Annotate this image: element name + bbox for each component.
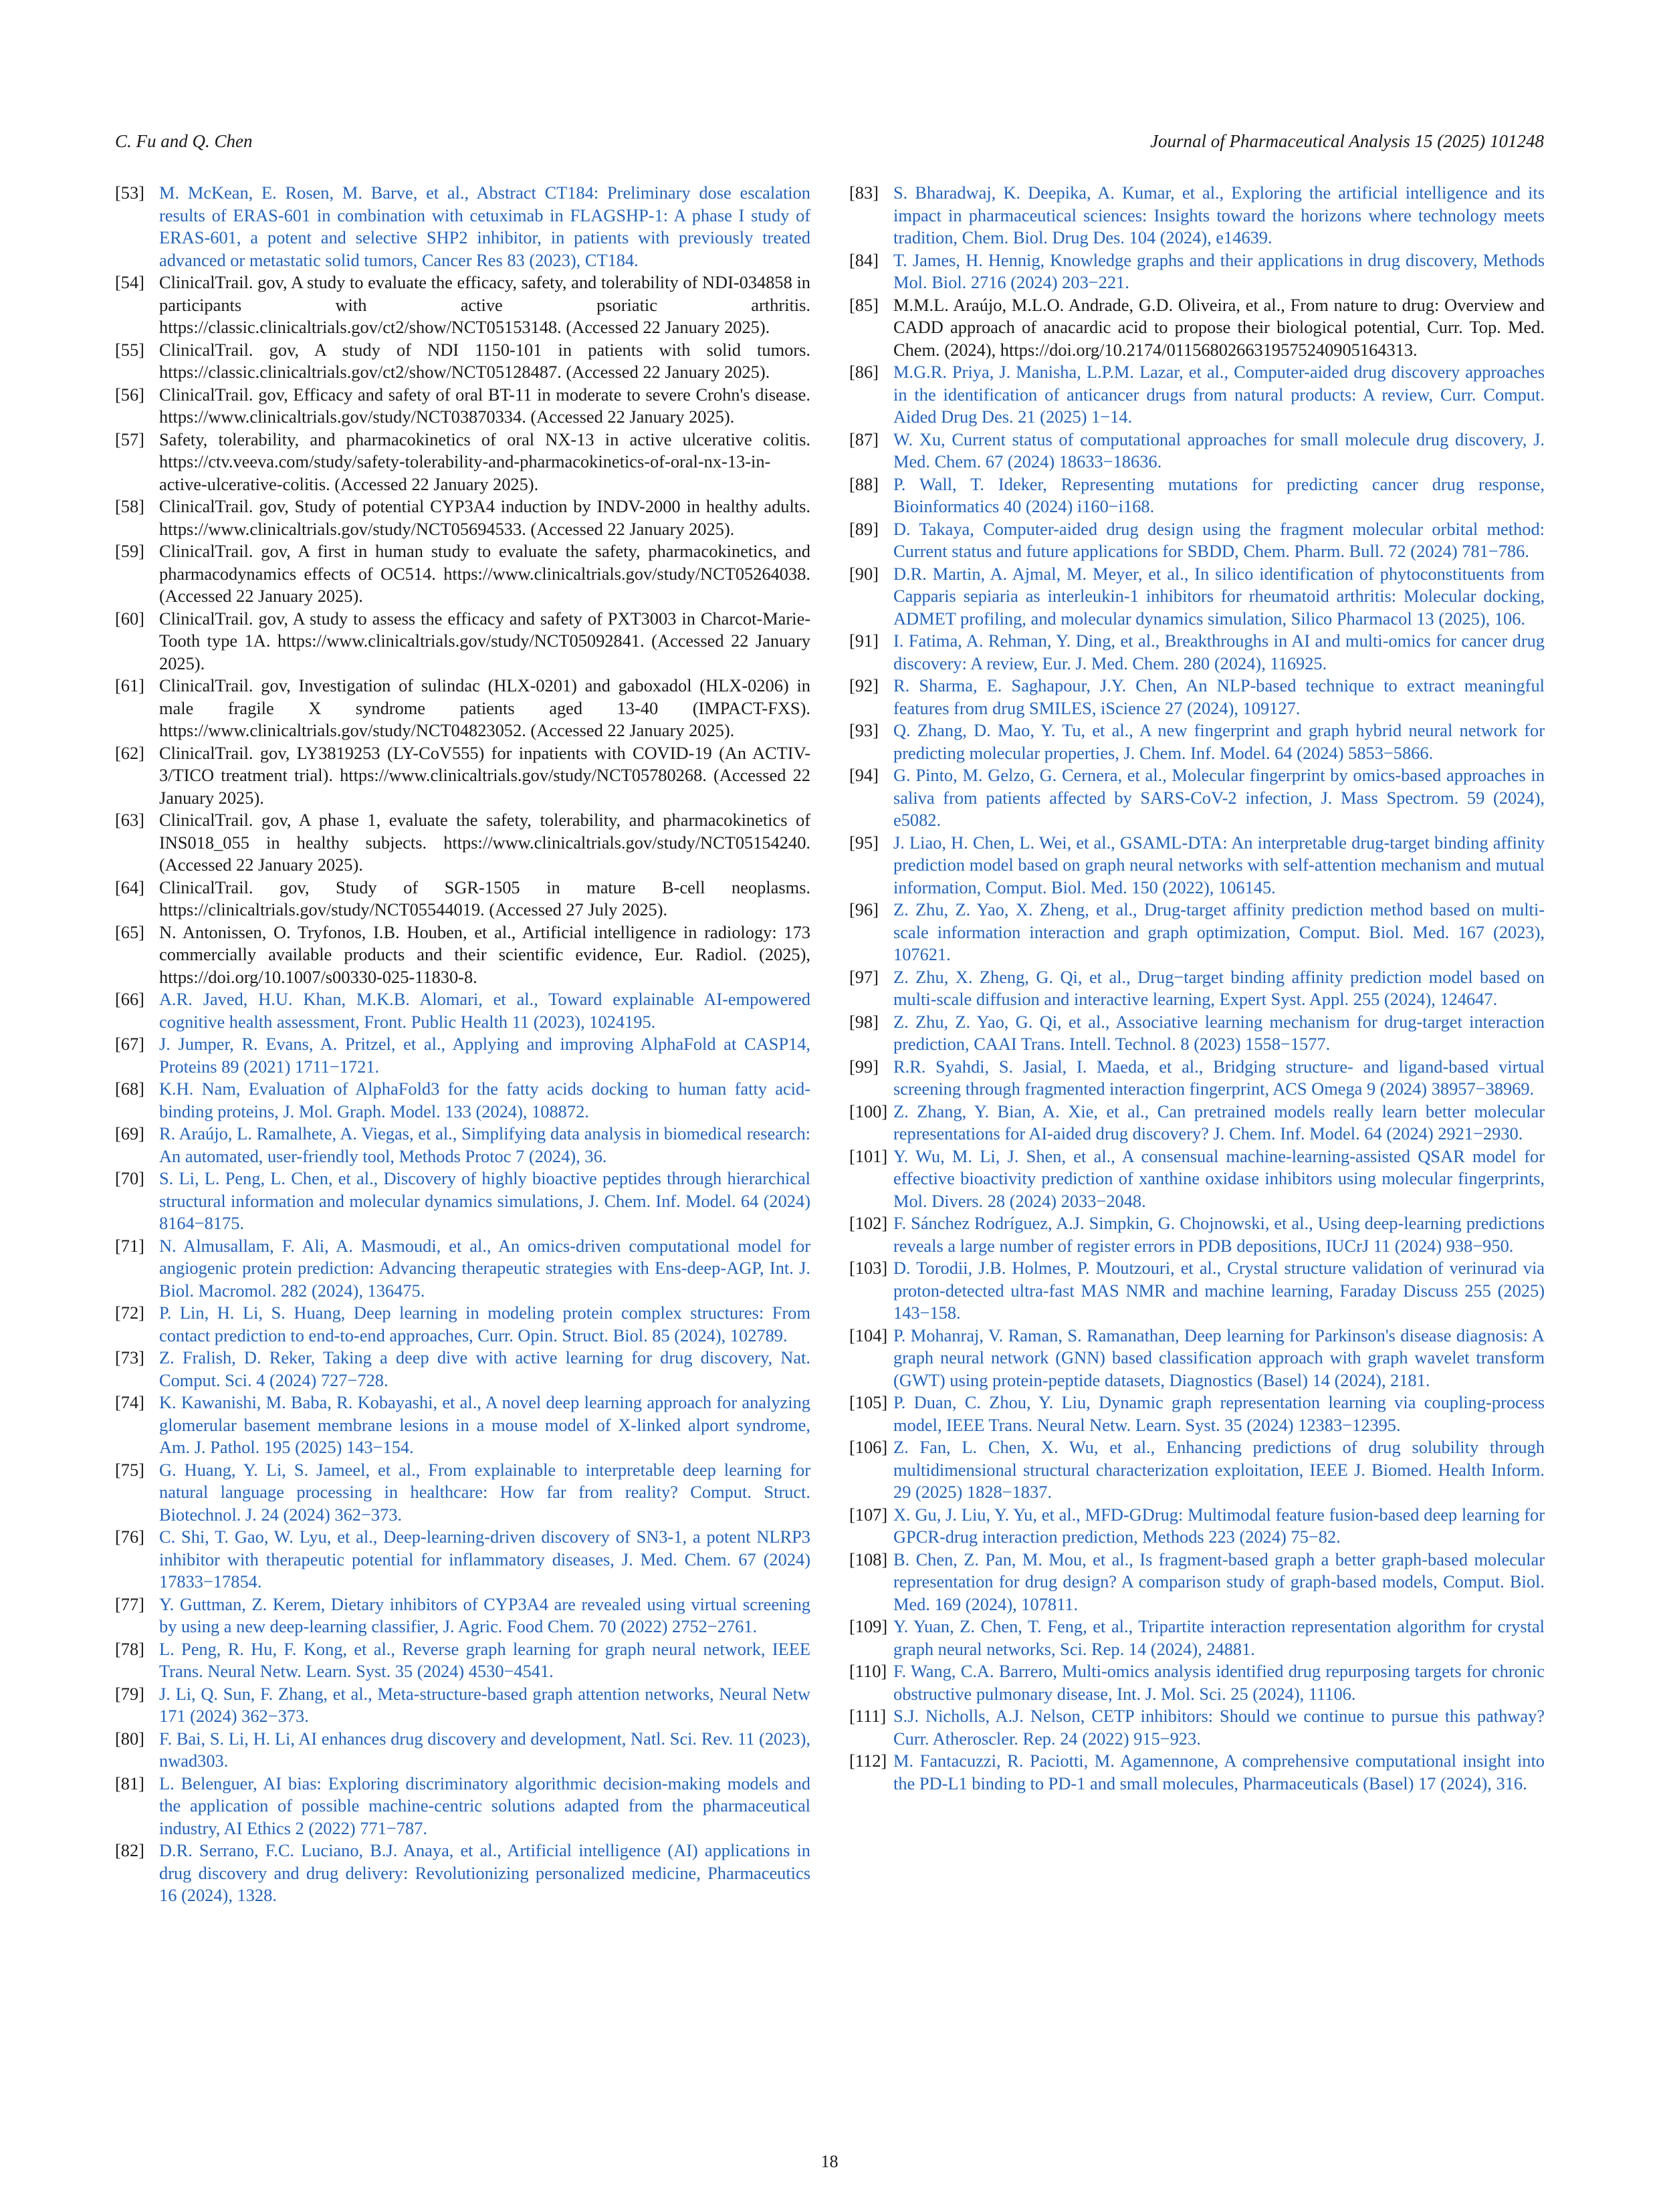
reference-entry[interactable] <box>849 361 1545 429</box>
reference-entry[interactable] <box>115 1078 810 1123</box>
reference-link[interactable]: I. Fatima, A. Rehman, Y. Ding, et al., Breakthroughs in AI and multi-omics for cancer drug discovery: A review, Eur. J. Med. Chem. 280 (2024), 116925. <box>893 631 1545 673</box>
reference-number: [68] <box>115 1079 144 1099</box>
reference-entry[interactable] <box>849 1011 1545 1056</box>
reference-entry[interactable] <box>115 1033 810 1078</box>
reference-link[interactable]: Z. Zhu, X. Zheng, G. Qi, et al., Drug−target binding affinity prediction model based on multi-scale diffusion and interactive learning, Expert Syst. Appl. 255 (2024), 124647. <box>893 966 1545 1009</box>
reference-number: [53] <box>115 183 144 203</box>
reference-entry[interactable] <box>115 1728 810 1773</box>
reference-link[interactable]: D. Takaya, Computer-aided drug design using the fragment molecular orbital method: Current status and future applications for SBDD, Chem. Pharm. Bull. 72 (2024) 781−786. <box>893 518 1545 561</box>
reference-entry[interactable] <box>115 1235 810 1303</box>
reference-link[interactable]: P. Lin, H. Li, S. Huang, Deep learning in modeling protein complex structures: From contact prediction to end-to-end approaches, Curr. Opin. Struct. Biol. 85 (2024), 102789. <box>159 1303 810 1345</box>
reference-number: [82] <box>115 1840 144 1860</box>
reference-number: [112] <box>849 1751 887 1771</box>
reference-number: [81] <box>115 1773 144 1793</box>
reference-number: [102] <box>849 1213 888 1233</box>
reference-number: [96] <box>849 899 879 919</box>
reference-number: [62] <box>115 742 144 763</box>
reference-entry <box>115 384 810 429</box>
reference-link[interactable]: N. Almusallam, F. Ali, A. Masmoudi, et al., An omics-driven computational model for angiogenic protein prediction: Advancing therapeutic strategies with Ens-deep-AGP, Int. J. Biol. Macromol. 282 (2024), 136475. <box>159 1235 810 1301</box>
reference-link[interactable]: Z. Zhang, Y. Bian, A. Xie, et al., Can pretrained models really learn better molecular representations for AI-aided drug discovery? J. Chem. Inf. Model. 64 (2024) 2921−2930. <box>893 1101 1545 1143</box>
reference-entry <box>115 877 810 921</box>
reference-link[interactable]: G. Pinto, M. Gelzo, G. Cernera, et al., Molecular fingerprint by omics-based approaches in saliva from patients affected by SARS-CoV-2 infection, J. Mass Spectrom. 59 (2024), e5082. <box>893 765 1545 830</box>
reference-link[interactable]: M. Fantacuzzi, R. Paciotti, M. Agamennone, A comprehensive computational insight into the PD-L1 binding to PD-1 and small molecules, Pharmaceuticals (Basel) 17 (2024), 316. <box>893 1751 1545 1793</box>
reference-link[interactable]: S. Li, L. Peng, L. Chen, et al., Discovery of highly bioactive peptides through hierarchical structural information and molecular dynamics simulations, J. Chem. Inf. Model. 64 (2024) 8164−8175. <box>159 1168 810 1233</box>
reference-link[interactable]: A.R. Javed, H.U. Khan, M.K.B. Alomari, et al., Toward explainable AI-empowered cognitive health assessment, Front. Public Health 11 (2023), 1024195. <box>159 989 810 1032</box>
reference-link[interactable]: K.H. Nam, Evaluation of AlphaFold3 for the fatty acids docking to human fatty acid-binding proteins, J. Mol. Graph. Model. 133 (2024), 108872. <box>159 1079 810 1121</box>
reference-number: [85] <box>849 294 879 315</box>
reference-number: [71] <box>115 1235 144 1256</box>
reference-entry[interactable] <box>115 1638 810 1683</box>
reference-entry[interactable] <box>849 764 1545 832</box>
reference-number: [84] <box>849 249 879 270</box>
reference-link[interactable]: C. Shi, T. Gao, W. Lyu, et al., Deep-learning-driven discovery of SN3-1, a potent NLRP3 inhibitor with therapeutic potential for inflammatory diseases, J. Med. Chem. 67 (2024) 17833−17854. <box>159 1527 810 1591</box>
reference-number: [110] <box>849 1661 887 1681</box>
reference-link[interactable]: D. Torodii, J.B. Holmes, P. Moutzouri, et al., Crystal structure validation of verinurad via proton-detected ultra-fast MAS NMR and machine learning, Faraday Discuss 255 (2025) 143−158. <box>893 1258 1545 1323</box>
reference-number: [66] <box>115 989 144 1009</box>
reference-number: [78] <box>115 1638 144 1659</box>
reference-link[interactable]: P. Duan, C. Zhou, Y. Liu, Dynamic graph representation learning via coupling-process model, IEEE Trans. Neural Netw. Learn. Syst. 35 (2024) 12383−12395. <box>893 1392 1545 1435</box>
reference-number: [99] <box>849 1056 879 1077</box>
reference-entry[interactable] <box>115 1840 810 1907</box>
reference-number: [74] <box>115 1392 144 1412</box>
reference-entry[interactable] <box>115 1302 810 1347</box>
reference-link[interactable]: L. Peng, R. Hu, F. Kong, et al., Reverse graph learning for graph neural network, IEEE Trans. Neural Netw. Learn. Syst. 35 (2024) 4530−4541. <box>159 1638 810 1681</box>
reference-entry[interactable] <box>849 1549 1545 1616</box>
reference-entry <box>115 675 810 742</box>
reference-entry[interactable] <box>849 1212 1545 1257</box>
reference-entry[interactable] <box>849 832 1545 899</box>
reference-entry <box>115 495 810 540</box>
reference-entry[interactable] <box>849 518 1545 563</box>
reference-text: ClinicalTrail. gov, Investigation of sulindac (HLX-0201) and gaboxadol (HLX-0206) in male fragile X syndrome patients aged 13-40 (IMPACT-FXS). https://www.clinicaltrials.gov/study/NCT04823052. (Accessed 22 January 2025). <box>159 675 810 740</box>
reference-entry[interactable] <box>849 899 1545 966</box>
reference-number: [69] <box>115 1123 144 1143</box>
reference-entry[interactable] <box>115 1683 810 1728</box>
reference-entry[interactable] <box>849 1101 1545 1145</box>
reference-link[interactable]: Z. Fralish, D. Reker, Taking a deep dive with active learning for drug discovery, Nat. Comput. Sci. 4 (2024) 727−728. <box>159 1347 810 1390</box>
reference-number: [55] <box>115 339 144 360</box>
reference-link[interactable]: R.R. Syahdi, S. Jasial, I. Maeda, et al., Bridging structure- and ligand-based virtual screening through fragmented interaction fingerprint, ACS Omega 9 (2024) 38957−38969. <box>893 1056 1545 1099</box>
reference-number: [61] <box>115 675 144 695</box>
reference-link[interactable]: X. Gu, J. Liu, Y. Yu, et al., MFD-GDrug: Multimodal feature fusion-based deep learning for GPCR-drug interaction prediction, Methods 223 (2024) 75−82. <box>893 1504 1545 1547</box>
reference-link[interactable]: G. Huang, Y. Li, S. Jameel, et al., From explainable to interpretable deep learning for natural language processing in healthcare: How far from reality? Comput. Struct. Biotechnol. J. 24 (2024) 362−373. <box>159 1459 810 1525</box>
reference-link[interactable]: W. Xu, Current status of computational approaches for small molecule drug discovery, J. Med. Chem. 67 (2024) 18633−18636. <box>893 429 1545 471</box>
reference-link[interactable]: Q. Zhang, D. Mao, Y. Tu, et al., A new fingerprint and graph hybrid neural network for predicting molecular properties, J. Chem. Inf. Model. 64 (2024) 5853−5866. <box>893 720 1545 763</box>
reference-entry <box>115 608 810 675</box>
reference-number: [94] <box>849 765 879 785</box>
references-right-column <box>849 182 1545 1795</box>
reference-number: [58] <box>115 496 144 516</box>
reference-entry[interactable] <box>115 988 810 1033</box>
reference-number: [86] <box>849 362 879 382</box>
reference-text: M.M.L. Araújo, M.L.O. Andrade, G.D. Oliveira, et al., From nature to drug: Overview and CADD approach of anacardic acid to propose their biological potential, Curr. Top. Med. Chem. (2024), https://doi.org/10.2174/0115680266319575240905164313. <box>893 294 1545 360</box>
reference-link[interactable]: F. Sánchez Rodríguez, A.J. Simpkin, G. Chojnowski, et al., Using deep-learning predictions reveals a large number of register errors in PDB depositions, IUCrJ 11 (2024) 938−950. <box>893 1213 1545 1256</box>
reference-number: [103] <box>849 1258 888 1278</box>
reference-number: [70] <box>115 1168 144 1188</box>
reference-entry[interactable] <box>849 1504 1545 1549</box>
reference-entry <box>115 271 810 339</box>
reference-text: ClinicalTrail. gov, A study to assess the efficacy and safety of PXT3003 in Charcot-Marie-Tooth type 1A. https://www.clinicaltrials.gov/study/NCT05092841. (Accessed 22 January 2025). <box>159 608 810 673</box>
reference-link[interactable]: Y. Yuan, Z. Chen, T. Feng, et al., Tripartite interaction representation algorithm for crystal graph neural networks, Sci. Rep. 14 (2024), 24881. <box>893 1616 1545 1659</box>
reference-entry <box>115 742 810 810</box>
reference-number: [76] <box>115 1527 144 1547</box>
reference-entry[interactable] <box>849 1257 1545 1325</box>
reference-link[interactable]: Z. Zhu, Z. Yao, G. Qi, et al., Associative learning mechanism for drug-target interaction prediction, CAAI Trans. Intell. Technol. 8 (2023) 1558−1577. <box>893 1011 1545 1054</box>
reference-entry[interactable] <box>849 1325 1545 1392</box>
page-number: 18 <box>820 2152 839 2171</box>
reference-number: [111] <box>849 1706 887 1726</box>
reference-link[interactable]: P. Wall, T. Ideker, Representing mutations for predicting cancer drug response, Bioinformatics 40 (2024) i160−i168. <box>893 473 1545 516</box>
reference-link[interactable]: P. Mohanraj, V. Raman, S. Ramanathan, Deep learning for Parkinson's disease diagnosis: A graph neural network (GNN) based classification approach with graph wavelet transform (GWT) using protein-peptide datasets, Diagnostics (Basel) 14 (2024), 2181. <box>893 1325 1545 1390</box>
reference-entry[interactable] <box>115 1773 810 1840</box>
running-head-authors: C. Fu and Q. Chen <box>115 131 253 151</box>
reference-link[interactable]: R. Araújo, L. Ramalhete, A. Viegas, et al., Simplifying data analysis in biomedical research: An automated, user-friendly tool, Methods Protoc 7 (2024), 36. <box>159 1123 810 1166</box>
reference-link[interactable]: T. James, H. Hennig, Knowledge graphs and their applications in drug discovery, Methods Mol. Biol. 2716 (2024) 203−221. <box>893 249 1545 292</box>
reference-entry <box>115 540 810 608</box>
reference-number: [83] <box>849 183 879 203</box>
reference-link[interactable]: R. Sharma, E. Saghapour, J.Y. Chen, An NLP-based technique to extract meaningful features from drug SMILES, iScience 27 (2024), 109127. <box>893 675 1545 718</box>
reference-number: [79] <box>115 1683 144 1704</box>
reference-text: ClinicalTrail. gov, A first in human study to evaluate the safety, pharmacokinetics, and pharmacodynamics effects of OC514. https://www.clinicaltrials.gov/study/NCT05264038. (Accessed 22 January 2025). <box>159 541 810 606</box>
reference-text: ClinicalTrail. gov, A study of NDI 1150-101 in patients with solid tumors. https://classic.clinicaltrials.gov/ct2/show/NCT05128487. (Accessed 22 January 2025). <box>159 339 810 382</box>
reference-number: [87] <box>849 429 879 449</box>
reference-number: [64] <box>115 877 144 897</box>
reference-entry <box>115 921 810 989</box>
reference-link[interactable]: L. Belenguer, AI bias: Exploring discriminatory algorithmic decision-making models and the application of possible machine-centric solutions adapted from the pharmaceutical industry, AI Ethics 2 (2022) 771−787. <box>159 1773 810 1838</box>
reference-number: [95] <box>849 832 879 853</box>
reference-text: ClinicalTrail. gov, LY3819253 (LY-CoV555) for inpatients with COVID-19 (An ACTIV-3/TICO treatment trial). https://www.clinicaltrials.gov/study/NCT05780268. (Accessed 22 January 2025). <box>159 742 810 808</box>
reference-link[interactable]: Y. Wu, M. Li, J. Shen, et al., A consensual machine-learning-assisted QSAR model for effective bioactivity prediction of xanthine oxidase inhibitors using molecular fingerprints, Mol. Divers. 28 (2024) 2033−2048. <box>893 1145 1545 1211</box>
reference-number: [93] <box>849 720 879 740</box>
reference-number: [73] <box>115 1347 144 1367</box>
reference-link[interactable]: Y. Guttman, Z. Kerem, Dietary inhibitors of CYP3A4 are revealed using virtual screening by using a new deep-learning classifier, J. Agric. Food Chem. 70 (2022) 2752−2761. <box>159 1593 810 1636</box>
reference-link[interactable]: D.R. Martin, A. Ajmal, M. Meyer, et al., In silico identification of phytoconstituents from Capparis sepiaria as interleukin-1 inhibitors for rheumatoid arthritis: Molecular docking, ADMET profiling, and molecular dynamics simulation, Silico Pharmacol 13 (2025), 106. <box>893 563 1545 629</box>
reference-entry <box>849 294 1545 362</box>
reference-number: [75] <box>115 1459 144 1480</box>
reference-number: [90] <box>849 563 879 584</box>
reference-number: [109] <box>849 1616 888 1636</box>
reference-link[interactable]: J. Liao, H. Chen, L. Wei, et al., GSAML-DTA: An interpretable drug-target binding affinity prediction model based on graph neural networks with self-attention mechanism and mutual information, Comput. Biol. Med. 150 (2022), 106145. <box>893 832 1545 897</box>
reference-number: [56] <box>115 384 144 405</box>
reference-number: [67] <box>115 1034 144 1054</box>
reference-entry[interactable] <box>849 1705 1545 1750</box>
reference-link[interactable]: F. Bai, S. Li, H. Li, AI enhances drug discovery and development, Natl. Sci. Rev. 11 (2023), nwad303. <box>159 1728 810 1771</box>
reference-entry[interactable] <box>849 473 1545 518</box>
reference-entry[interactable] <box>849 966 1545 1011</box>
reference-number: [77] <box>115 1593 144 1614</box>
reference-link[interactable]: B. Chen, Z. Pan, M. Mou, et al., Is fragment-based graph a better graph-based molecular representation for drug design? A comparison study of graph-based models, Comput. Biol. Med. 169 (2024), 107811. <box>893 1549 1545 1614</box>
reference-entry[interactable] <box>849 1660 1545 1705</box>
reference-entry[interactable] <box>849 563 1545 631</box>
reference-entry[interactable] <box>849 675 1545 720</box>
reference-entry <box>115 339 810 384</box>
reference-number: [80] <box>115 1728 144 1749</box>
reference-entry <box>115 429 810 496</box>
reference-entry[interactable] <box>115 1593 810 1638</box>
reference-entry[interactable] <box>115 1459 810 1527</box>
reference-number: [92] <box>849 675 879 695</box>
reference-number: [65] <box>115 921 144 942</box>
reference-entry[interactable] <box>849 1392 1545 1436</box>
reference-entry[interactable] <box>849 1750 1545 1795</box>
reference-entry[interactable] <box>115 1347 810 1392</box>
reference-entry[interactable] <box>849 182 1545 249</box>
reference-link[interactable]: Z. Zhu, Z. Yao, X. Zheng, et al., Drug-target affinity prediction method based on multi-scale information interaction and graph optimization, Comput. Biol. Med. 167 (2023), 107621. <box>893 899 1545 964</box>
reference-number: [54] <box>115 272 144 292</box>
reference-number: [108] <box>849 1549 888 1569</box>
reference-entry[interactable] <box>849 630 1545 675</box>
reference-number: [100] <box>849 1101 888 1121</box>
reference-entry[interactable] <box>849 1056 1545 1101</box>
reference-number: [89] <box>849 518 879 539</box>
reference-entry[interactable] <box>115 1526 810 1593</box>
reference-number: [60] <box>115 608 144 629</box>
reference-link[interactable]: J. Jumper, R. Evans, A. Pritzel, et al., Applying and improving AlphaFold at CASP14, Proteins 89 (2021) 1711−1721. <box>159 1034 810 1077</box>
reference-entry[interactable] <box>849 1145 1545 1213</box>
reference-entry[interactable] <box>115 1392 810 1459</box>
reference-entry[interactable] <box>849 1616 1545 1660</box>
reference-entry[interactable] <box>115 182 810 271</box>
reference-link[interactable]: M.G.R. Priya, J. Manisha, L.P.M. Lazar, et al., Computer-aided drug discovery approaches in the identification of anticancer drugs from natural products: A review, Curr. Comput. Aided Drug Des. 21 (2025) 1−14. <box>893 362 1545 427</box>
reference-link[interactable]: F. Wang, C.A. Barrero, Multi-omics analysis identified drug repurposing targets for chronic obstructive pulmonary disease, Int. J. Mol. Sci. 25 (2024), 11106. <box>893 1661 1545 1704</box>
reference-entry <box>115 809 810 877</box>
reference-text: N. Antonissen, O. Tryfonos, I.B. Houben, et al., Artificial intelligence in radiology: 173 commercially available products and their scientific evidence, Eur. Radiol. (2025), https://doi.org/10.1007/s00330-025-11830-8. <box>159 921 810 987</box>
reference-number: [57] <box>115 429 144 449</box>
reference-number: [106] <box>849 1437 888 1457</box>
reference-number: [107] <box>849 1504 888 1525</box>
reference-link[interactable]: S.J. Nicholls, A.J. Nelson, CETP inhibitors: Should we continue to pursue this pathway? Curr. Atheroscler. Rep. 24 (2022) 915−923. <box>893 1706 1545 1749</box>
reference-link[interactable]: Z. Fan, L. Chen, X. Wu, et al., Enhancing predictions of drug solubility through multidimensional structural characterization exploitation, IEEE J. Biomed. Health Inform. 29 (2025) 1828−1837. <box>893 1437 1545 1502</box>
reference-number: [59] <box>115 541 144 561</box>
reference-text: ClinicalTrail. gov, A study to evaluate the efficacy, safety, and tolerability of NDI-034858 in participants with active psoriatic arthritis. https://classic.clinicaltrials.gov/ct2/show/NCT05153148. (Accessed 22 January 2025). <box>159 272 810 337</box>
references-left-column <box>115 182 810 1907</box>
reference-number: [91] <box>849 631 879 651</box>
reference-text: ClinicalTrail. gov, A phase 1, evaluate the safety, tolerability, and pharmacokinetics of INS018_055 in healthy subjects. https://www.clinicaltrials.gov/study/NCT05154240. (Accessed 22 January 2025). <box>159 810 810 875</box>
reference-text: Safety, tolerability, and pharmacokinetics of oral NX-13 in active ulcerative colitis. https://ctv.veeva.com/study/safety-tolerability-and-pharmacokinetics-of-oral-nx-13-in-active-ulcerative-colitis. (Accessed 22 January 2025). <box>159 429 810 494</box>
reference-number: [98] <box>849 1011 879 1032</box>
reference-number: [97] <box>849 966 879 987</box>
reference-number: [88] <box>849 473 879 494</box>
reference-number: [72] <box>115 1303 144 1323</box>
reference-link[interactable]: D.R. Serrano, F.C. Luciano, B.J. Anaya, et al., Artificial intelligence (AI) applications in drug discovery and drug delivery: Revolutionizing personalized medicine, Pharmaceutics 16 (2024), 1328. <box>159 1840 810 1905</box>
page-header <box>115 131 1544 158</box>
reference-link[interactable]: S. Bharadwaj, K. Deepika, A. Kumar, et al., Exploring the artificial intelligence and its impact in pharmaceutical sciences: Insights toward the horizons where technology meets tradition, Chem. Biol. Drug Des. 104 (2024), e14639. <box>893 183 1545 247</box>
reference-text: ClinicalTrail. gov, Study of SGR-1505 in mature B-cell neoplasms. https://clinicaltrials.gov/study/NCT05544019. (Accessed 27 July 2025). <box>159 877 810 919</box>
reference-entry[interactable] <box>849 720 1545 764</box>
reference-number: [104] <box>849 1325 888 1345</box>
reference-link[interactable]: M. McKean, E. Rosen, M. Barve, et al., Abstract CT184: Preliminary dose escalation results of ERAS-601 in combination with cetuximab in FLAGSHP-1: A phase I study of ERAS-601, a potent and selective SHP2 inhibitor, in patients with previously treated advanced or metastatic solid tumors, Cancer Res 83 (2023), CT184. <box>159 183 810 270</box>
reference-entry[interactable] <box>849 249 1545 294</box>
reference-entry[interactable] <box>849 429 1545 473</box>
reference-text: ClinicalTrail. gov, Study of potential CYP3A4 induction by INDV-2000 in healthy adults. https://www.clinicaltrials.gov/study/NCT05694533. (Accessed 22 January 2025). <box>159 496 810 539</box>
reference-link[interactable]: J. Li, Q. Sun, F. Zhang, et al., Meta-structure-based graph attention networks, Neural Netw 171 (2024) 362−373. <box>159 1683 810 1726</box>
reference-number: [63] <box>115 810 144 830</box>
reference-number: [105] <box>849 1392 888 1412</box>
running-head-journal: Journal of Pharmaceutical Analysis 15 (2025) 101248 <box>1150 131 1544 151</box>
reference-entry[interactable] <box>115 1123 810 1168</box>
reference-link[interactable]: K. Kawanishi, M. Baba, R. Kobayashi, et al., A novel deep learning approach for analyzing glomerular basement membrane lesions in a mouse model of X-linked alport syndrome, Am. J. Pathol. 195 (2025) 143−154. <box>159 1392 810 1457</box>
reference-text: ClinicalTrail. gov, Efficacy and safety of oral BT-11 in moderate to severe Crohn's disease. https://www.clinicaltrials.gov/study/NCT03870334. (Accessed 22 January 2025). <box>159 384 810 427</box>
reference-number: [101] <box>849 1145 888 1166</box>
reference-entry[interactable] <box>115 1168 810 1235</box>
reference-entry[interactable] <box>849 1436 1545 1504</box>
